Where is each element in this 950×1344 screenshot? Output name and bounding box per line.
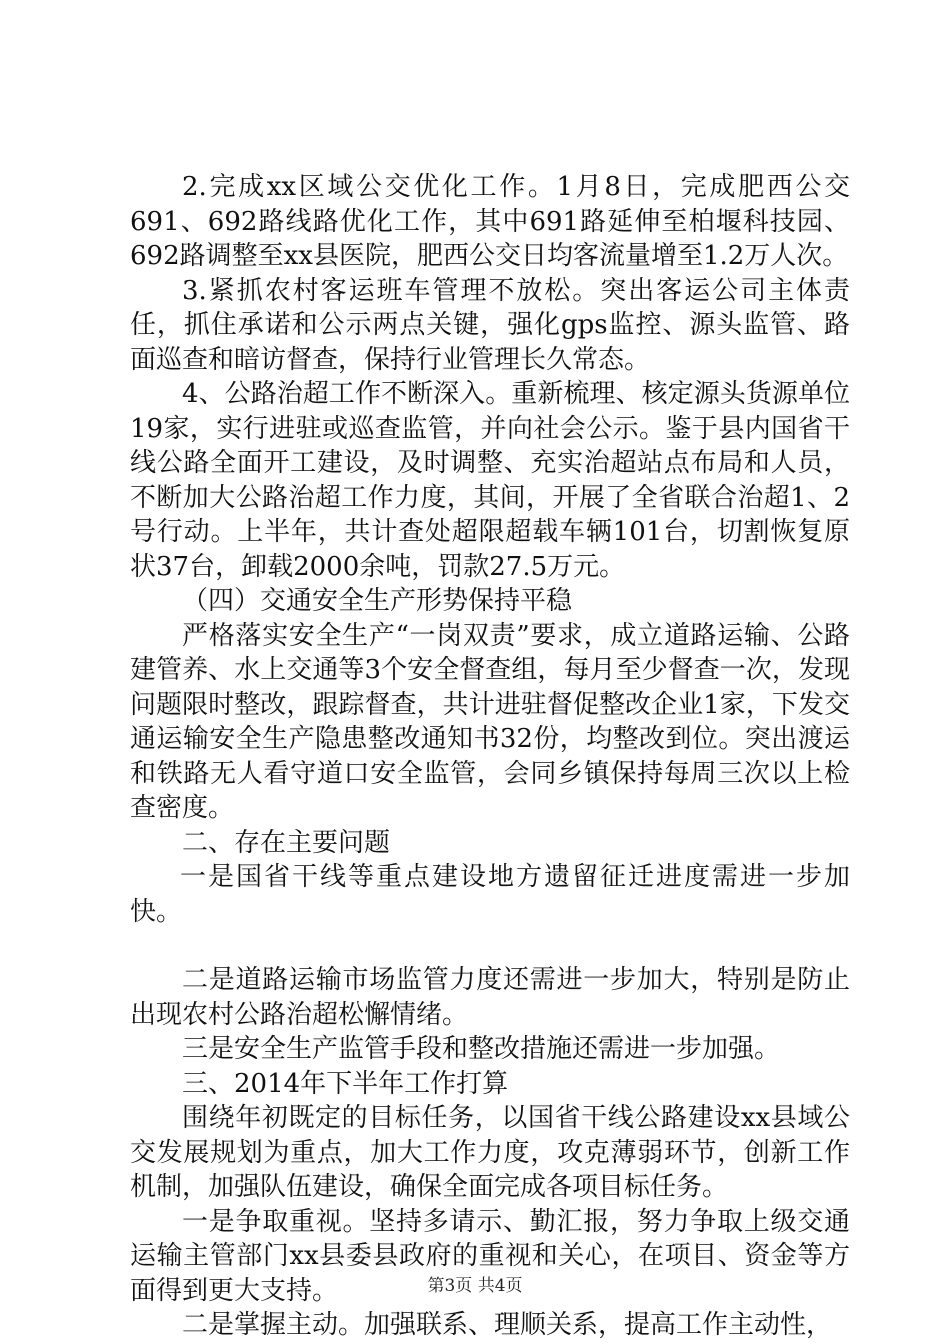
paragraph-rural-passenger: 3.紧抓农村客运班车管理不放松。突出客运公司主体责任，抓住承诺和公示两点关键，强化gps监控、源头监管、路面巡查和暗访督查，保持行业管理长久常态。 (130, 275, 850, 375)
document-body (130, 170, 850, 1343)
paragraph-problem-one: 一是国省干线等重点建设地方遗留征迁进度需进一步加快。 (130, 862, 850, 927)
section-heading-safety: （四）交通安全生产形势保持平稳 (182, 586, 573, 616)
paragraph-plan-intro: 围绕年初既定的目标任务，以国省干线公路建设xx县域公交发展规划为重点，加大工作力度，攻克薄弱环节，创新工作机制，加强队伍建设，确保全面完成各项目标任务。 (130, 1103, 850, 1202)
paragraph-overload-control: 4、公路治超工作不断深入。重新梳理、核定源头货源单位19家，实行进驻或巡查监管，并向社会公示。鉴于县内国省干线公路全面开工建设，及时调整、充实治超站点布局和人员，不断加大公路治超工作力度，其间，开展了全省联合治超1、2号行动。上半年，共计查处超限超载车辆101台，切割恢复原状37台，卸载2000余吨，罚款27.5万元。 (130, 379, 850, 582)
paragraph-plan-two: 二是掌握主动。加强联系、理顺关系，提高工作主动性， (182, 1310, 833, 1340)
blank-line (130, 929, 850, 963)
paragraph-problem-three: 三是安全生产监管手段和整改措施还需进一步加强。 (182, 1034, 781, 1064)
paragraph-bus-optimization: 2.完成xx区域公交优化工作。1月8日，完成肥西公交691、692路线路优化工作，其中691路延伸至柏堰科技园、692路调整至xx县医院，肥西公交日均客流量增至1.2万人次。 (130, 172, 850, 271)
section-heading-plan: 三、2014年下半年工作打算 (182, 1068, 509, 1099)
paragraph-plan-one: 一是争取重视。坚持多请示、勤汇报，努力争取上级交通运输主管部门xx县委县政府的重视和关心，在项目、资金等方面得到更大支持。 (130, 1206, 850, 1306)
paragraph-problem-two: 二是道路运输市场监管力度还需进一步加大，特别是防止出现农村公路治超松懈情绪。 (130, 965, 850, 1030)
paragraph-safety-production: 严格落实安全生产“一岗双责”要求，成立道路运输、公路建管养、水上交通等3个安全督查组，每月至少督查一次，发现问题限时整改，跟踪督查，共计进驻督促整改企业1家，下发交通运输安全生产隐患整改通知书32份，均整改到位。突出渡运和铁路无人看守道口安全监管，会同乡镇保持每周三次以上检查密度。 (130, 620, 850, 823)
page-footer: 第3页 共4页 (427, 1276, 523, 1296)
section-heading-problems: 二、存在主要问题 (182, 827, 391, 858)
